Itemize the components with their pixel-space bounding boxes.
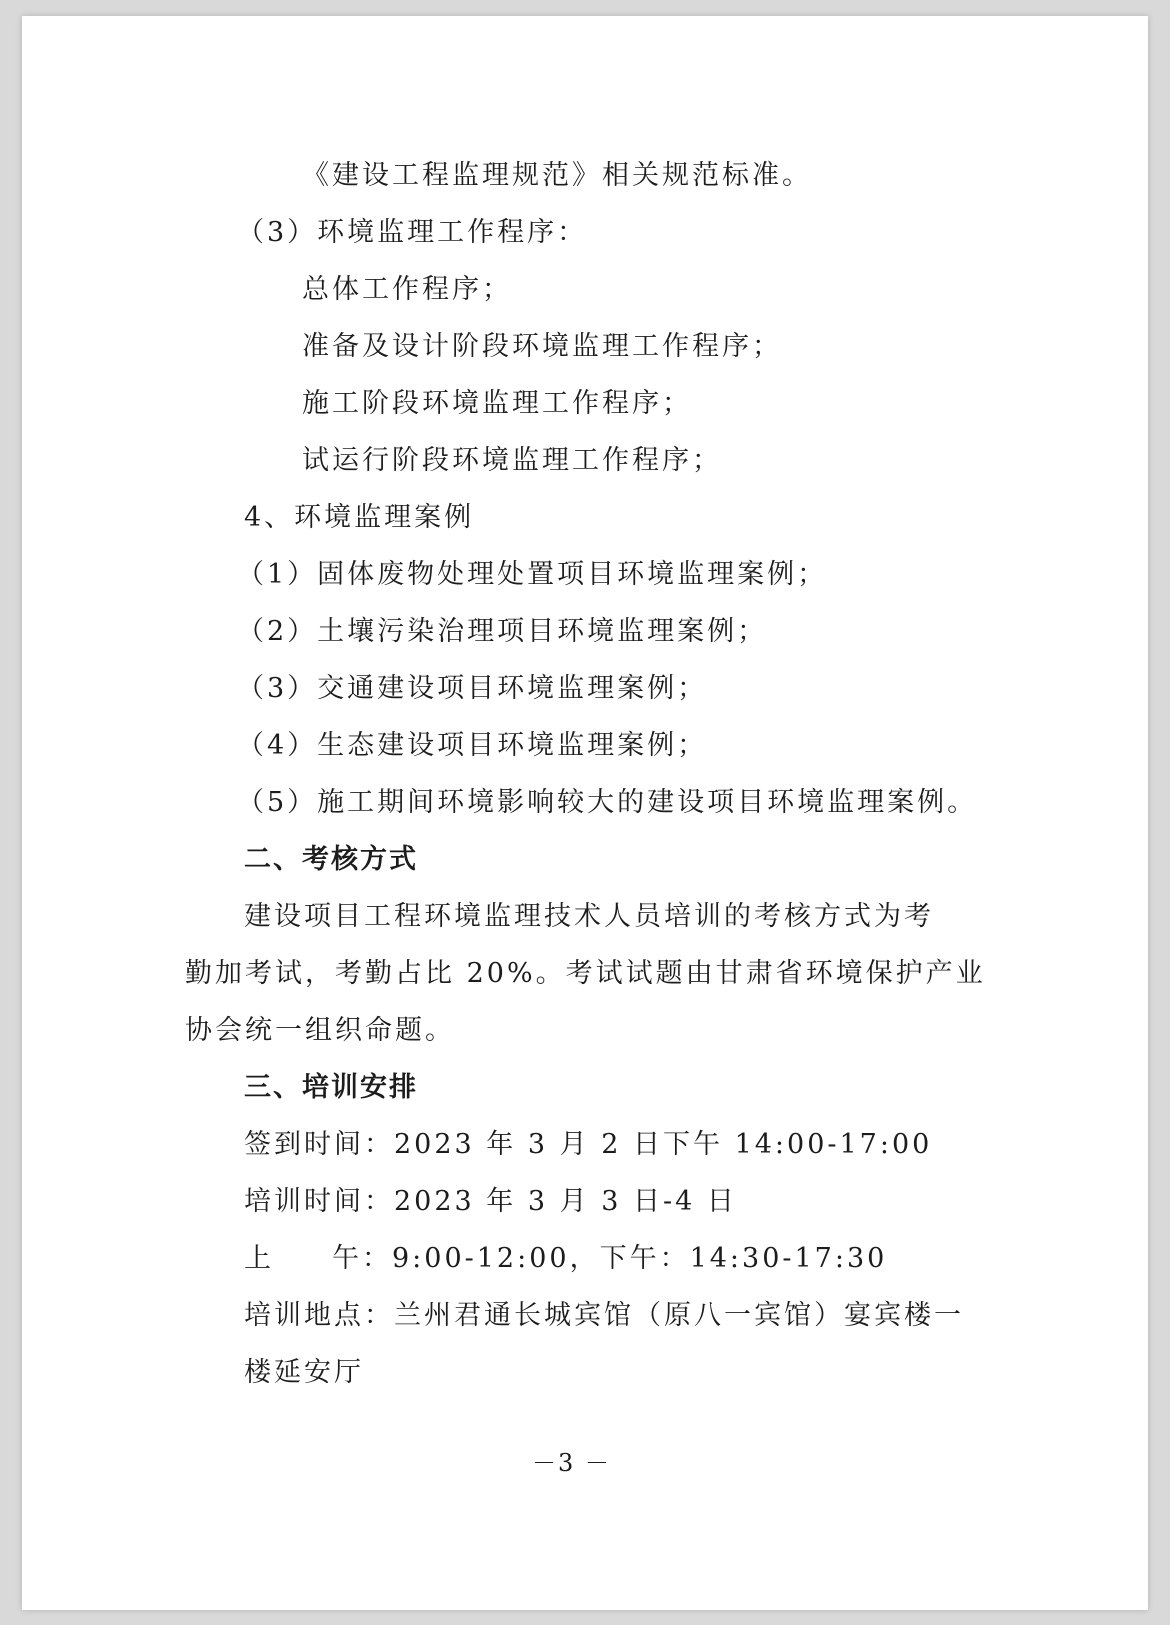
- paragraph-line: 协会统一组织命题。: [185, 1015, 455, 1046]
- training-location: 培训地点：兰州君通长城宾馆（原八一宾馆）宴宾楼一: [244, 1300, 964, 1331]
- list-item: （3）交通建设项目环境监理案例；: [237, 673, 708, 704]
- paragraph-line: 建设项目工程环境监理技术人员培训的考核方式为考: [244, 901, 934, 932]
- training-time: 培训时间：2023 年 3 月 3 日-4 日: [244, 1186, 737, 1217]
- document-page: [22, 16, 1148, 1610]
- list-item: （5）施工期间环境影响较大的建设项目环境监理案例。: [237, 787, 978, 818]
- text-line: 《建设工程监理规范》相关规范标准。: [302, 160, 812, 191]
- list-item: （2）土壤污染治理项目环境监理案例；: [237, 616, 768, 647]
- page-number: －3 －: [532, 1449, 611, 1477]
- list-item-heading: 4、环境监理案例: [244, 502, 475, 533]
- list-item: （1）固体废物处理处置项目环境监理案例；: [237, 559, 828, 590]
- list-subitem: 准备及设计阶段环境监理工作程序；: [302, 331, 782, 362]
- section-heading-assessment: 二、考核方式: [244, 844, 418, 875]
- list-item: （4）生态建设项目环境监理案例；: [237, 730, 708, 761]
- section-heading-training: 三、培训安排: [244, 1072, 418, 1103]
- list-subitem: 总体工作程序；: [302, 274, 512, 305]
- list-subitem: 施工阶段环境监理工作程序；: [302, 388, 692, 419]
- list-item-heading: （3）环境监理工作程序：: [237, 217, 588, 248]
- training-location-continued: 楼延安厅: [244, 1357, 364, 1388]
- list-subitem: 试运行阶段环境监理工作程序；: [302, 445, 722, 476]
- daily-schedule: 午：9:00-12:00，下午：14:30-17:30: [332, 1243, 888, 1274]
- paragraph-line: 勤加考试，考勤占比 20%。考试试题由甘肃省环境保护产业: [185, 958, 986, 989]
- schedule-label: 上: [244, 1243, 274, 1274]
- signin-time: 签到时间：2023 年 3 月 2 日下午 14:00-17:00: [244, 1129, 933, 1160]
